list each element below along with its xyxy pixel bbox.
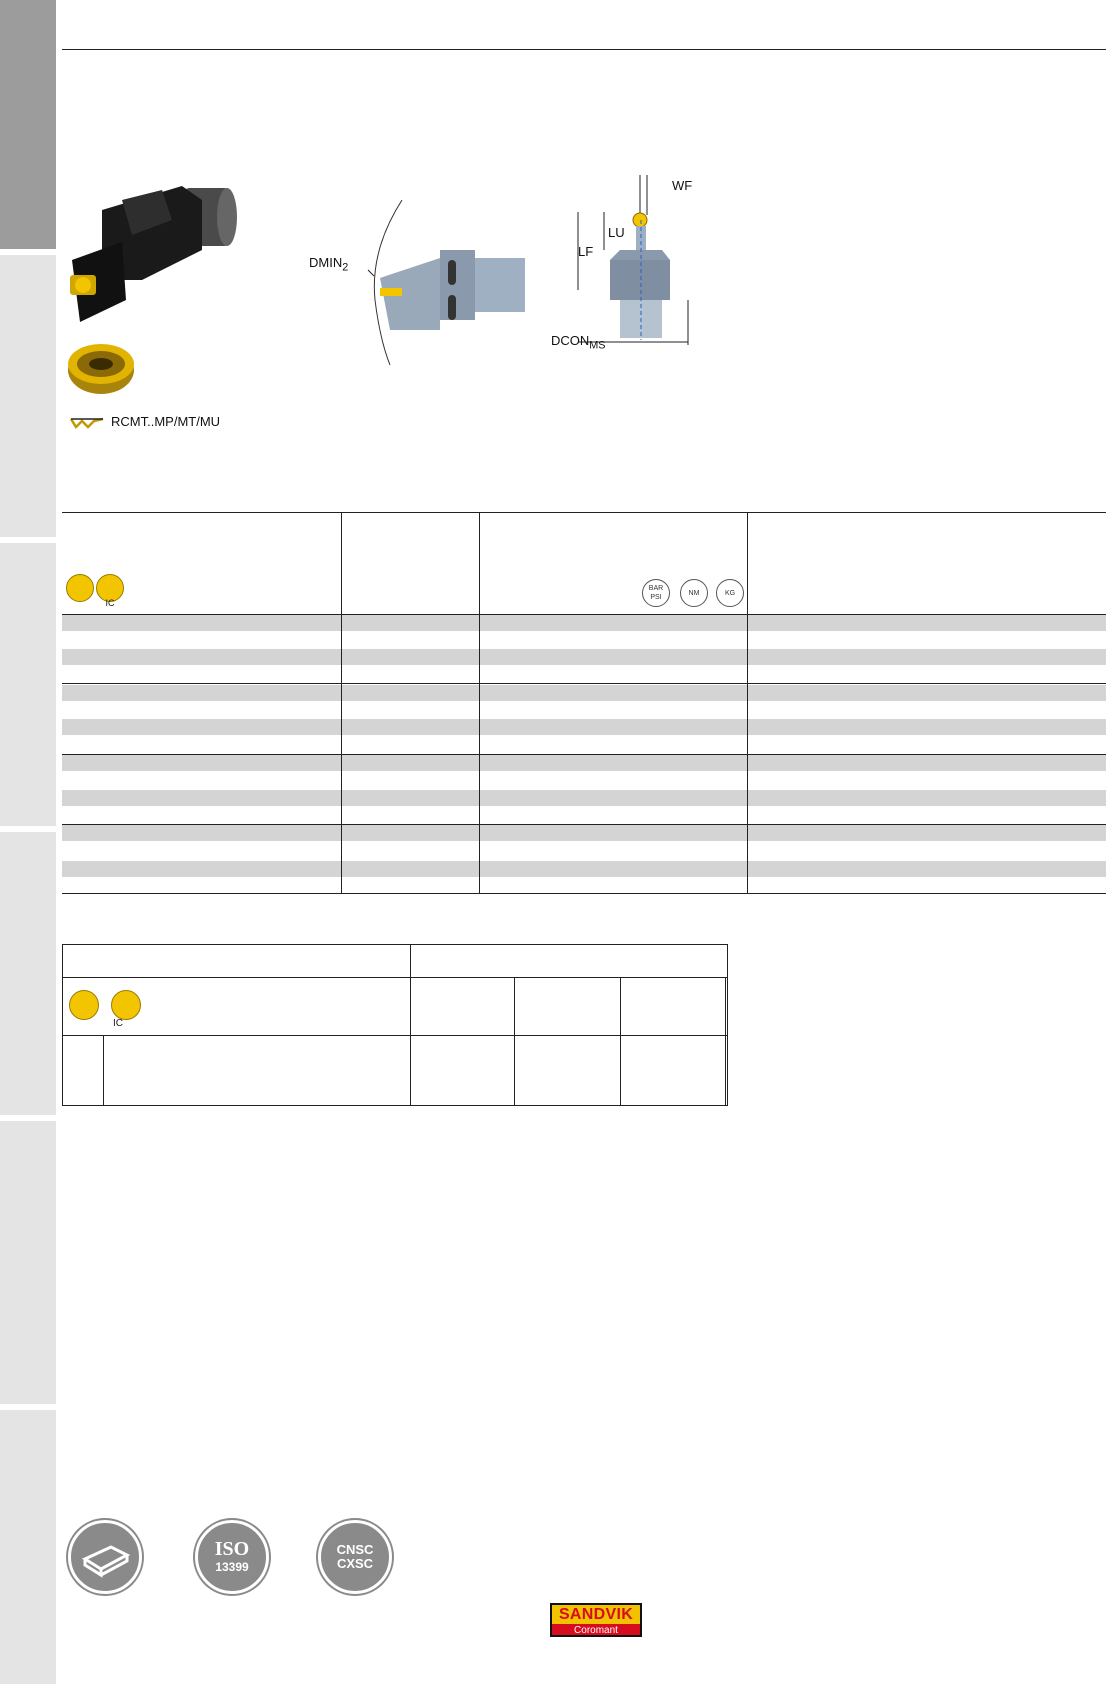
spare-col-1	[411, 978, 515, 1035]
table-row	[62, 755, 1106, 771]
main-table-bottom-rule	[62, 893, 1106, 894]
column-rule	[747, 512, 748, 894]
ic-text-2: IC	[113, 1018, 123, 1030]
table-row	[62, 649, 1106, 665]
spare-header-left	[63, 945, 411, 978]
group-rule	[62, 683, 1106, 684]
weight-icon	[716, 579, 744, 607]
main-table	[62, 512, 1106, 894]
side-tab-3[interactable]	[0, 543, 56, 826]
kg-text: KG	[724, 589, 736, 597]
iso-13399-icon	[195, 1520, 269, 1594]
dmin-subscript: 2	[342, 261, 349, 274]
spare-col-4	[726, 978, 728, 1035]
spare-parts-table	[62, 944, 728, 1106]
ic-text: IC	[105, 598, 115, 608]
table-row	[62, 790, 1106, 806]
insert-geometry-icon	[70, 417, 104, 429]
psi-text: PSI	[650, 594, 662, 601]
group-rule	[62, 824, 1106, 825]
dcon-label	[551, 333, 606, 352]
insert-designation: RCMT..MP/MT/MU	[111, 414, 221, 429]
ic-dimension-mark-2	[113, 1018, 123, 1029]
dcon-subscript: MS	[589, 339, 606, 352]
dmin-text: DMIN	[309, 255, 343, 270]
spare-icon-cell	[63, 978, 411, 1035]
insert-shape-icon	[68, 1520, 142, 1594]
side-tab-2[interactable]	[0, 255, 56, 537]
side-tab-6[interactable]	[0, 1410, 56, 1684]
tool-holder-image	[62, 180, 242, 330]
iso-number: 13399	[215, 1560, 249, 1574]
round-insert-icon-2	[69, 990, 99, 1020]
lu-label: LU	[608, 225, 625, 240]
column-rule	[341, 512, 342, 894]
table-row	[62, 685, 1106, 701]
sandvik-coromant-logo	[550, 1603, 642, 1637]
spare-row-cell	[726, 1035, 728, 1105]
cnsc-cxsc-icon	[318, 1520, 392, 1594]
main-table-top-rule	[62, 512, 1106, 513]
dmin-diagram	[330, 170, 550, 370]
spare-col-2	[515, 978, 621, 1035]
coolant-pressure-icon	[642, 579, 670, 607]
cnsc-text: CNSC	[336, 1542, 374, 1557]
iso-text: ISO	[214, 1538, 250, 1560]
insert-shape-graphic	[71, 1523, 139, 1591]
dmin-label	[309, 255, 348, 274]
bar-text: BAR	[648, 585, 664, 592]
dimension-diagram	[570, 170, 700, 360]
side-tab-1[interactable]	[0, 0, 56, 249]
dcon-text: DCON	[551, 333, 590, 348]
spare-row-cell	[621, 1035, 726, 1105]
ic-dimension-mark	[96, 598, 124, 608]
side-tab-5[interactable]	[0, 1121, 56, 1404]
side-tab-4[interactable]	[0, 832, 56, 1115]
table-row	[62, 861, 1106, 877]
nm-text: NM	[688, 589, 700, 597]
spare-header-right	[411, 945, 728, 978]
wf-label: WF	[672, 178, 693, 193]
column-rule	[479, 512, 480, 894]
spare-row-cell	[411, 1035, 515, 1105]
spare-row-cell	[63, 1035, 104, 1105]
insert-image	[66, 340, 136, 396]
spare-row-cell	[515, 1035, 621, 1105]
table-row	[62, 615, 1106, 631]
cxsc-text: CXSC	[336, 1556, 374, 1571]
lf-label: LF	[578, 244, 594, 259]
spare-row-cell	[104, 1035, 411, 1105]
brand-sub: Coromant	[574, 1625, 618, 1636]
header-rule	[62, 49, 1106, 50]
table-row	[62, 825, 1106, 841]
round-insert-icon	[66, 574, 94, 602]
brand-name: SANDVIK	[552, 1605, 640, 1624]
table-row	[62, 719, 1106, 735]
torque-icon	[680, 579, 708, 607]
group-rule	[62, 754, 1106, 755]
round-insert-ic-icon-2	[111, 990, 141, 1020]
spare-col-3	[621, 978, 726, 1035]
